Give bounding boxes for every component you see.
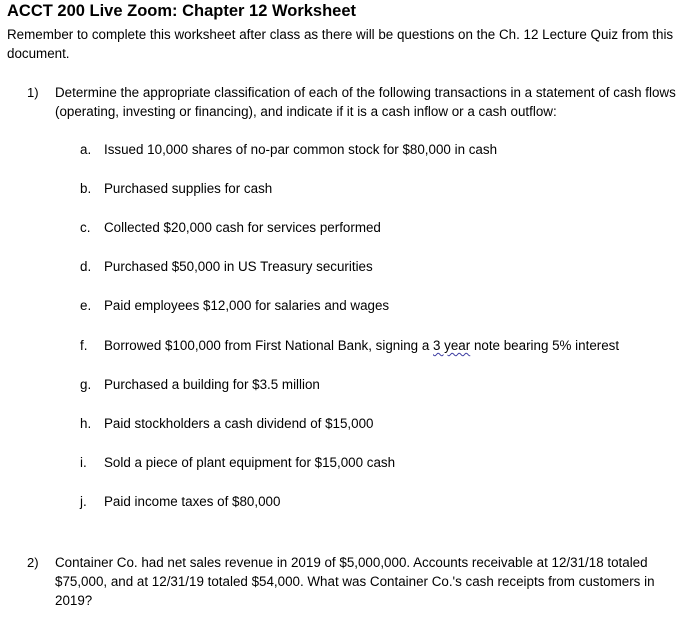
list-item	[80, 494, 280, 509]
question-1-prompt: Determine the appropriate classification of each of the following transactions in a statement of cash flows (operating, investing or financing), and indicate if it is a cash inflow or a cash outflow:	[55, 85, 676, 119]
item-letter: c.	[80, 220, 91, 235]
item-letter: d.	[80, 259, 92, 274]
item-letter: f.	[80, 338, 88, 353]
question-2-prompt: Container Co. had net sales revenue in 2019 of $5,000,000. Accounts receivable at 12/31/18 totaled $75,000, and at 12/31/19 totaled $54,000. What was Container Co.'s cash receipts from customers in 2019?	[55, 555, 655, 608]
question-1-number: 1)	[27, 85, 39, 100]
item-text: Issued 10,000 shares of no-par common stock for $80,000 in cash	[104, 142, 498, 157]
list-item	[80, 455, 395, 470]
item-letter: e.	[80, 298, 92, 313]
item-letter: j.	[80, 494, 87, 509]
list-item	[80, 259, 373, 274]
document-title: ACCT 200 Live Zoom: Chapter 12 Worksheet	[7, 2, 357, 20]
item-letter: h.	[80, 416, 92, 431]
item-letter: g.	[80, 377, 92, 392]
list-item	[80, 377, 320, 392]
item-letter: i.	[80, 455, 87, 470]
item-text-after: note bearing 5% interest	[470, 338, 620, 353]
question-2-number: 2)	[27, 555, 39, 570]
item-letter: a.	[80, 142, 92, 157]
spellcheck-flagged-text: 3 year	[433, 338, 471, 353]
intro-paragraph: Remember to complete this worksheet after class as there will be questions on the Ch. 12 Lecture Quiz from this document.	[7, 27, 674, 61]
item-text: Sold a piece of plant equipment for $15,000 cash	[104, 455, 396, 470]
item-text: Collected $20,000 cash for services performed	[104, 220, 381, 235]
item-text: Paid stockholders a cash dividend of $15,000	[104, 416, 374, 431]
list-item	[80, 298, 389, 313]
item-text: Purchased a building for $3.5 million	[104, 377, 320, 392]
item-text: Paid income taxes of $80,000	[104, 494, 281, 509]
list-item	[80, 338, 619, 353]
item-letter: b.	[80, 181, 92, 196]
list-item	[80, 416, 373, 431]
list-item	[80, 181, 272, 196]
item-text: Purchased $50,000 in US Treasury securities	[104, 259, 373, 274]
list-item	[80, 220, 381, 235]
item-text: Paid employees $12,000 for salaries and wages	[104, 298, 390, 313]
item-text: Purchased supplies for cash	[104, 181, 273, 196]
item-text-before: Borrowed $100,000 from First National Bank, signing a	[104, 338, 433, 353]
list-item	[80, 142, 497, 157]
